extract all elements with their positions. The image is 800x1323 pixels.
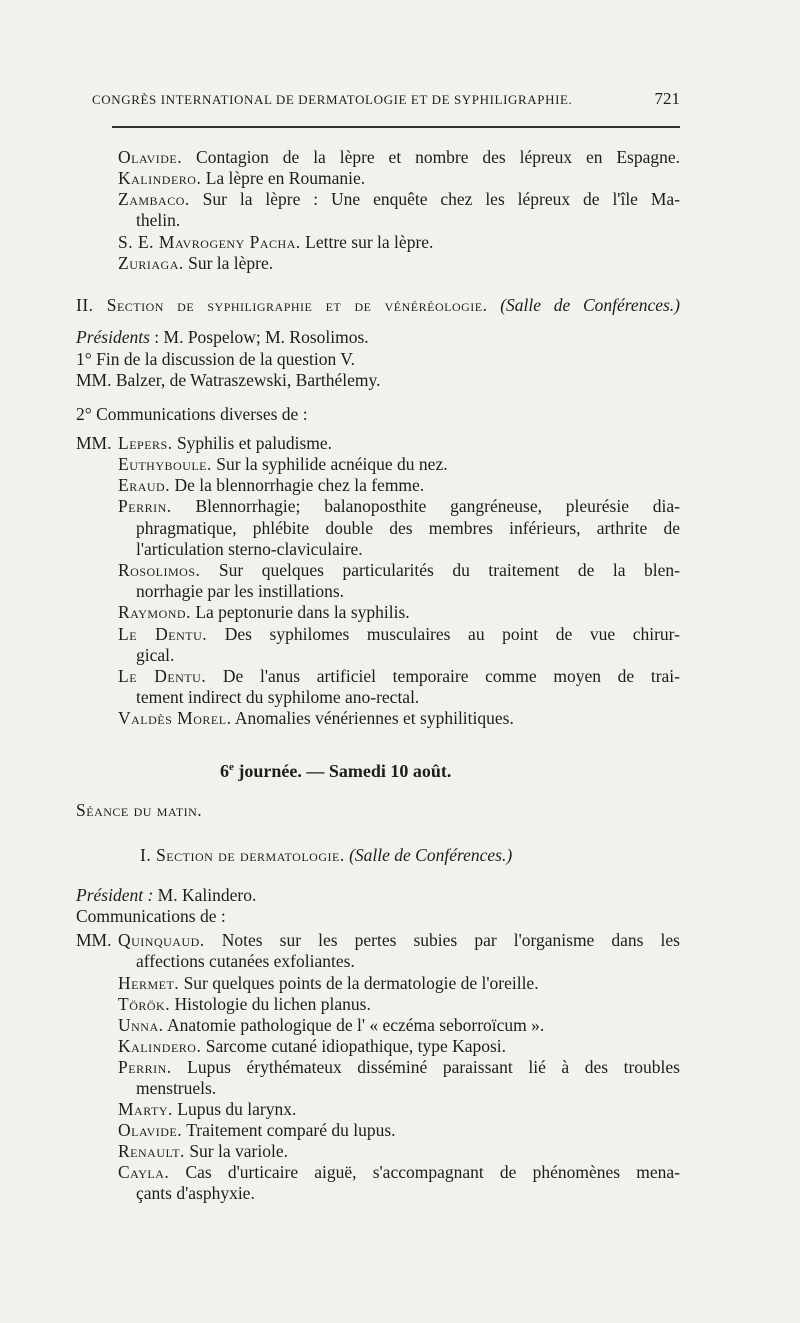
entry-unna: Unna. Anatomie pathologique de l' « eczéma seborroïcum ». xyxy=(118,1015,545,1035)
entry-perrin-2-cont: menstruels. xyxy=(136,1078,217,1098)
entry-zambaco: Zambaco. Sur la lèpre : Une enquête chez les lépreux de l'île Ma- xyxy=(118,189,681,209)
entry-olavide-lepre: Olavide. Contagion de la lèpre et nombre des lépreux en Espagne. xyxy=(118,147,681,167)
entry-valdes-morel: Valdès Morel. Anomalies vénériennes et syphilitiques. xyxy=(118,708,514,728)
entry-rosolimos-cont: norrhagie par les instillations. xyxy=(136,581,345,601)
entry-kalindero-lepre: Kalindero. La lèpre en Roumanie. xyxy=(118,168,366,188)
entry-raymond: Raymond. La peptonurie dans la syphilis. xyxy=(118,602,410,622)
section-ii-heading: II. Section de syphiligraphie et de vénéréologie. (Salle de Conférences.) xyxy=(76,295,680,315)
entry-perrin-1-cont1: phragmatique, phlébite double des membres inférieurs, arthrite de xyxy=(136,518,680,538)
session-heading: Séance du matin. xyxy=(76,800,203,820)
entry-perrin-2: Perrin. Lupus érythémateux disséminé paraissant lié à des troubles xyxy=(118,1057,680,1077)
page-number: 721 xyxy=(654,89,680,108)
entry-eraud: Eraud. De la blennorrhagie chez la femme. xyxy=(118,475,425,495)
entry-zambaco-cont: thelin. xyxy=(136,210,181,230)
entry-zuriaga: Zuriaga. Sur la lèpre. xyxy=(118,253,274,273)
section-ii-item1: 1° Fin de la discussion de la question V. xyxy=(76,349,356,369)
section-i-heading: I. Section de dermatologie. (Salle de Conférences.) xyxy=(140,845,513,865)
entry-rosolimos: Rosolimos. Sur quelques particularités du traitement de la blen- xyxy=(118,560,681,580)
entry-marty: Marty. Lupus du larynx. xyxy=(118,1099,297,1119)
day-heading: 6e journée. — Samedi 10 août. xyxy=(220,761,452,781)
running-header xyxy=(92,89,680,108)
mm-label: MM. xyxy=(76,433,112,453)
section-i-comm: Communications de : xyxy=(76,906,226,926)
header-rule xyxy=(112,126,680,128)
entry-olavide: Olavide. Traitement comparé du lupus. xyxy=(118,1120,396,1140)
entry-le-dentu-1-cont: gical. xyxy=(136,645,175,665)
entry-torok: Török. Histologie du lichen planus. xyxy=(118,994,371,1014)
entry-perrin-1: Perrin. Blennorrhagie; balanoposthite gangréneuse, pleurésie dia- xyxy=(118,496,681,516)
mm-label-2: MM. xyxy=(76,930,112,950)
entry-cayla-cont: çants d'asphyxie. xyxy=(136,1183,255,1203)
entry-renault: Renault. Sur la variole. xyxy=(118,1141,288,1161)
entry-euthyboule: Euthyboule. Sur la syphilide acnéique du nez. xyxy=(118,454,448,474)
section-i-president: Président : M. Kalindero. xyxy=(76,885,257,905)
section-ii-presidents: Présidents : M. Pospelow; M. Rosolimos. xyxy=(76,327,369,347)
entry-quinquaud-cont: affections cutanées exfoliantes. xyxy=(136,951,355,971)
section-ii-item2: 2° Communications diverses de : xyxy=(76,404,308,424)
entry-mavrogeny: S. E. Mavrogeny Pacha. Lettre sur la lèpre. xyxy=(118,232,434,252)
section-ii-item1-people: MM. Balzer, de Watraszewski, Barthélemy. xyxy=(76,370,381,390)
entry-kalindero: Kalindero. Sarcome cutané idiopathique, type Kaposi. xyxy=(118,1036,507,1056)
entry-hermet: Hermet. Sur quelques points de la dermatologie de l'oreille. xyxy=(118,973,539,993)
entry-quinquaud: Quinquaud. Notes sur les pertes subies par l'organisme dans les xyxy=(118,930,680,950)
entry-le-dentu-1: Le Dentu. Des syphilomes musculaires au point de vue chirur- xyxy=(118,624,680,644)
entry-lepers: Lepers. Syphilis et paludisme. xyxy=(118,433,333,453)
entry-perrin-1-cont2: l'articulation sterno-claviculaire. xyxy=(136,539,363,559)
header-title: CONGRÈS INTERNATIONAL DE DERMATOLOGIE ET DE SYPHILIGRAPHIE. xyxy=(92,92,573,107)
entry-le-dentu-2-cont: tement indirect du syphilome ano-rectal. xyxy=(136,687,420,707)
entry-le-dentu-2: Le Dentu. De l'anus artificiel temporaire comme moyen de trai- xyxy=(118,666,680,686)
entry-cayla: Cayla. Cas d'urticaire aiguë, s'accompagnant de phénomènes mena- xyxy=(118,1162,680,1182)
